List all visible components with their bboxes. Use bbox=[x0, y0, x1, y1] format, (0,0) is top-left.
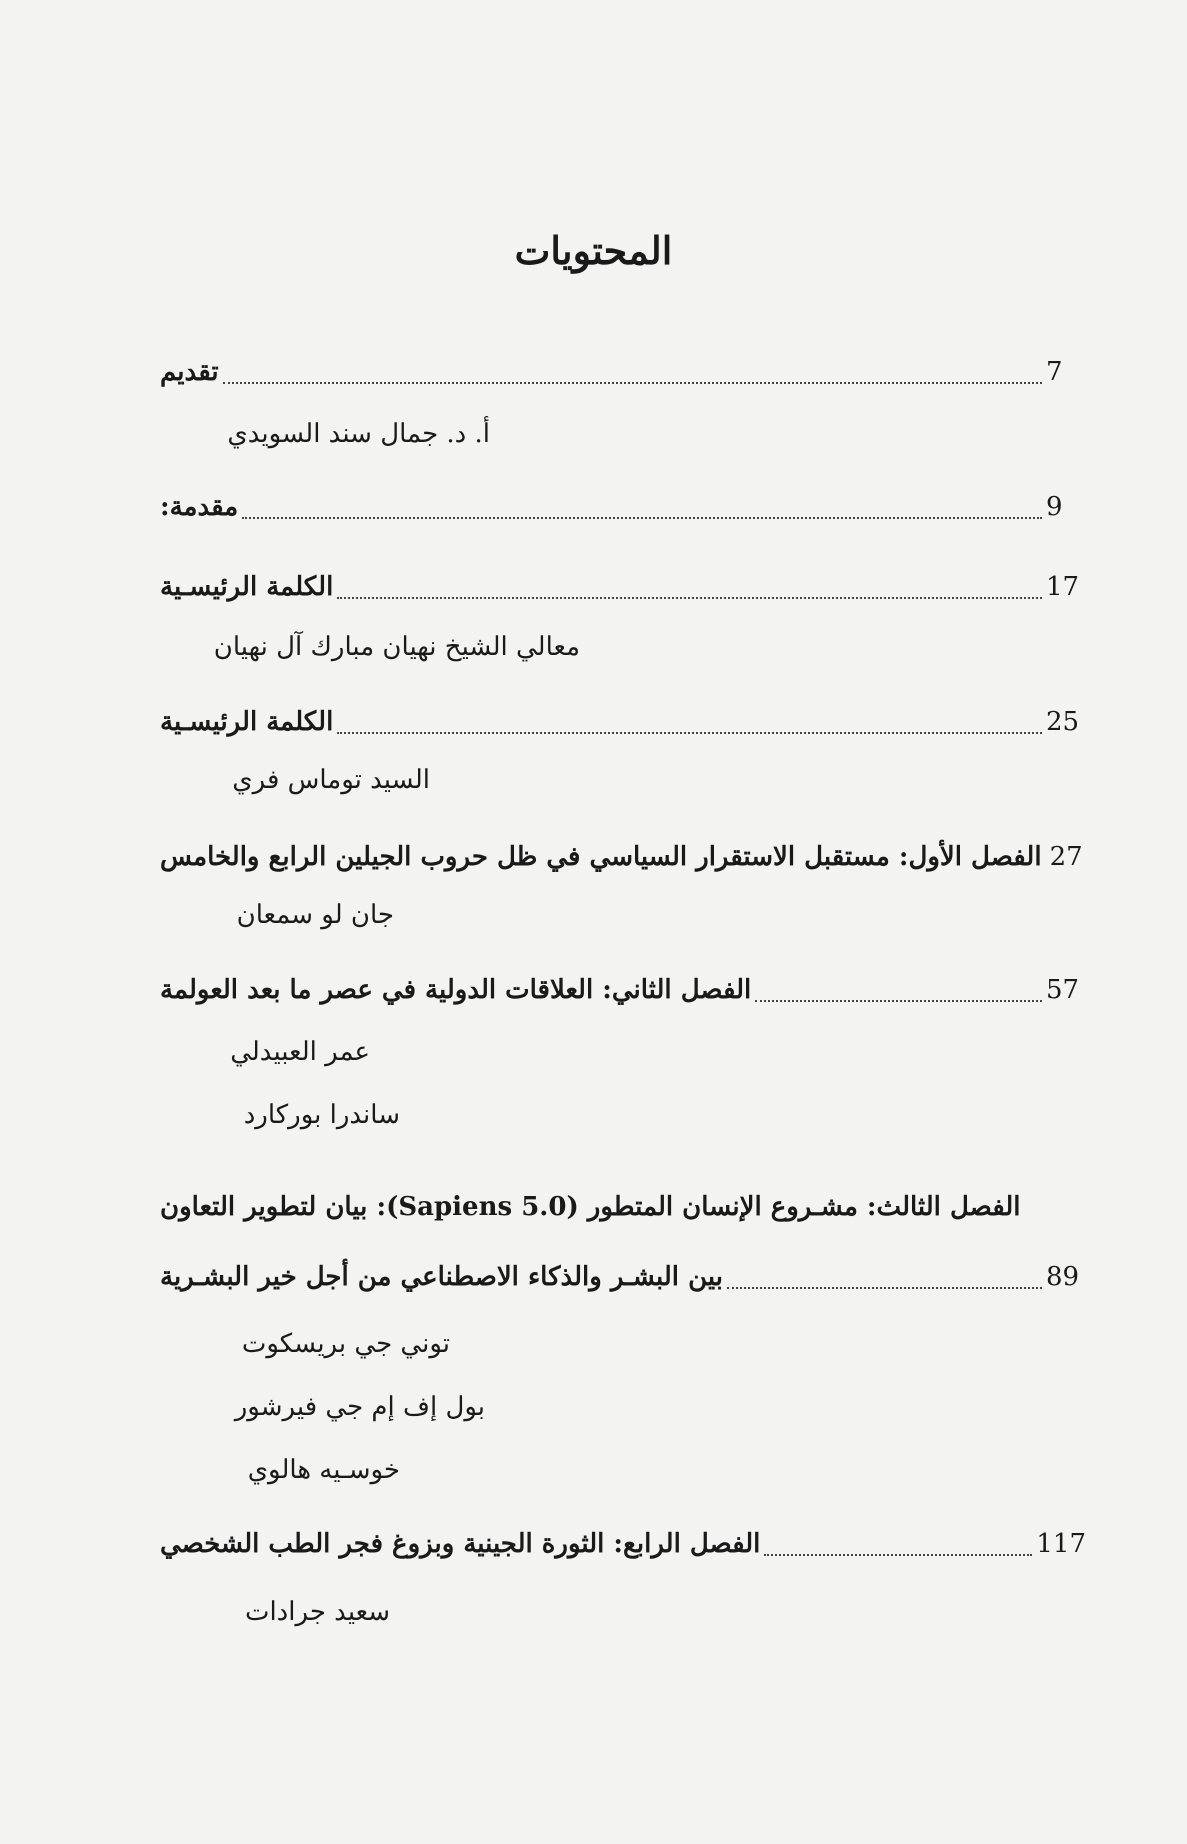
toc-entry-chapter-4[interactable] bbox=[160, 1522, 1086, 1566]
entry-title: الكلمة الرئيسـية bbox=[160, 707, 334, 737]
entry-author: خوسـيه هالوي bbox=[247, 1455, 400, 1485]
dot-leader bbox=[242, 517, 1042, 519]
entry-author: سعيد جرادات bbox=[244, 1597, 390, 1627]
dot-leader bbox=[337, 597, 1042, 599]
table-of-contents bbox=[160, 0, 1086, 1844]
entry-title: بين البشـر والذكاء الاصطناعي من أجل خير البشـرية bbox=[160, 1262, 723, 1292]
entry-author: معالي الشيخ نهيان مبارك آل نهيان bbox=[213, 632, 580, 662]
entry-author: عمر العبيدلي bbox=[230, 1037, 370, 1067]
dot-leader bbox=[755, 1000, 1042, 1002]
page-number: 27 bbox=[1049, 842, 1083, 872]
entry-title: مقدمة: bbox=[160, 492, 239, 522]
page-number: 25 bbox=[1046, 707, 1080, 737]
page-number: 17 bbox=[1046, 572, 1080, 602]
toc-entry-preface[interactable] bbox=[160, 350, 1086, 394]
page-title: المحتويات bbox=[514, 228, 673, 273]
toc-entry-introduction[interactable] bbox=[160, 485, 1086, 529]
page-number: 57 bbox=[1046, 975, 1080, 1005]
page-number: 89 bbox=[1046, 1262, 1080, 1292]
entry-title-line-1: الفصل الثالث: مشـروع الإنسان المتطور (Sapiens 5.0): بيان لتطوير التعاون bbox=[160, 1192, 1021, 1222]
dot-leader bbox=[764, 1554, 1032, 1556]
entry-title: تقديم bbox=[160, 357, 219, 387]
toc-entry-keynote-1[interactable] bbox=[160, 565, 1086, 609]
page-number: 117 bbox=[1036, 1529, 1086, 1559]
entry-author: بول إف إم جي فيرشور bbox=[234, 1392, 485, 1422]
dot-leader bbox=[337, 732, 1042, 734]
toc-entry-chapter-1[interactable] bbox=[160, 835, 1086, 879]
page-number: 9 bbox=[1046, 492, 1063, 522]
page-number: 7 bbox=[1046, 357, 1063, 387]
toc-entry-chapter-3-line-1[interactable] bbox=[160, 1185, 1086, 1229]
entry-author: ساندرا بوركارد bbox=[243, 1100, 400, 1130]
entry-author: جان لو سمعان bbox=[236, 900, 394, 930]
toc-entry-keynote-2[interactable] bbox=[160, 700, 1086, 744]
dot-leader bbox=[727, 1287, 1042, 1289]
toc-entry-chapter-3[interactable] bbox=[160, 1255, 1086, 1299]
entry-author: أ. د. جمال سند السويدي bbox=[227, 419, 490, 449]
toc-entry-chapter-2[interactable] bbox=[160, 968, 1086, 1012]
entry-title: الكلمة الرئيسـية bbox=[160, 572, 334, 602]
entry-title: الفصل الأول: مستقبل الاستقرار السياسي في ظل حروب الجيلين الرابع والخامس bbox=[160, 842, 1042, 872]
dot-leader bbox=[223, 382, 1042, 384]
entry-title: الفصل الثاني: العلاقات الدولية في عصر ما بعد العولمة bbox=[160, 975, 752, 1005]
entry-author: توني جي بريسكوت bbox=[241, 1329, 450, 1359]
entry-author: السيد توماس فري bbox=[232, 765, 430, 795]
entry-title: الفصل الرابع: الثورة الجينية وبزوغ فجر الطب الشخصي bbox=[160, 1529, 761, 1559]
